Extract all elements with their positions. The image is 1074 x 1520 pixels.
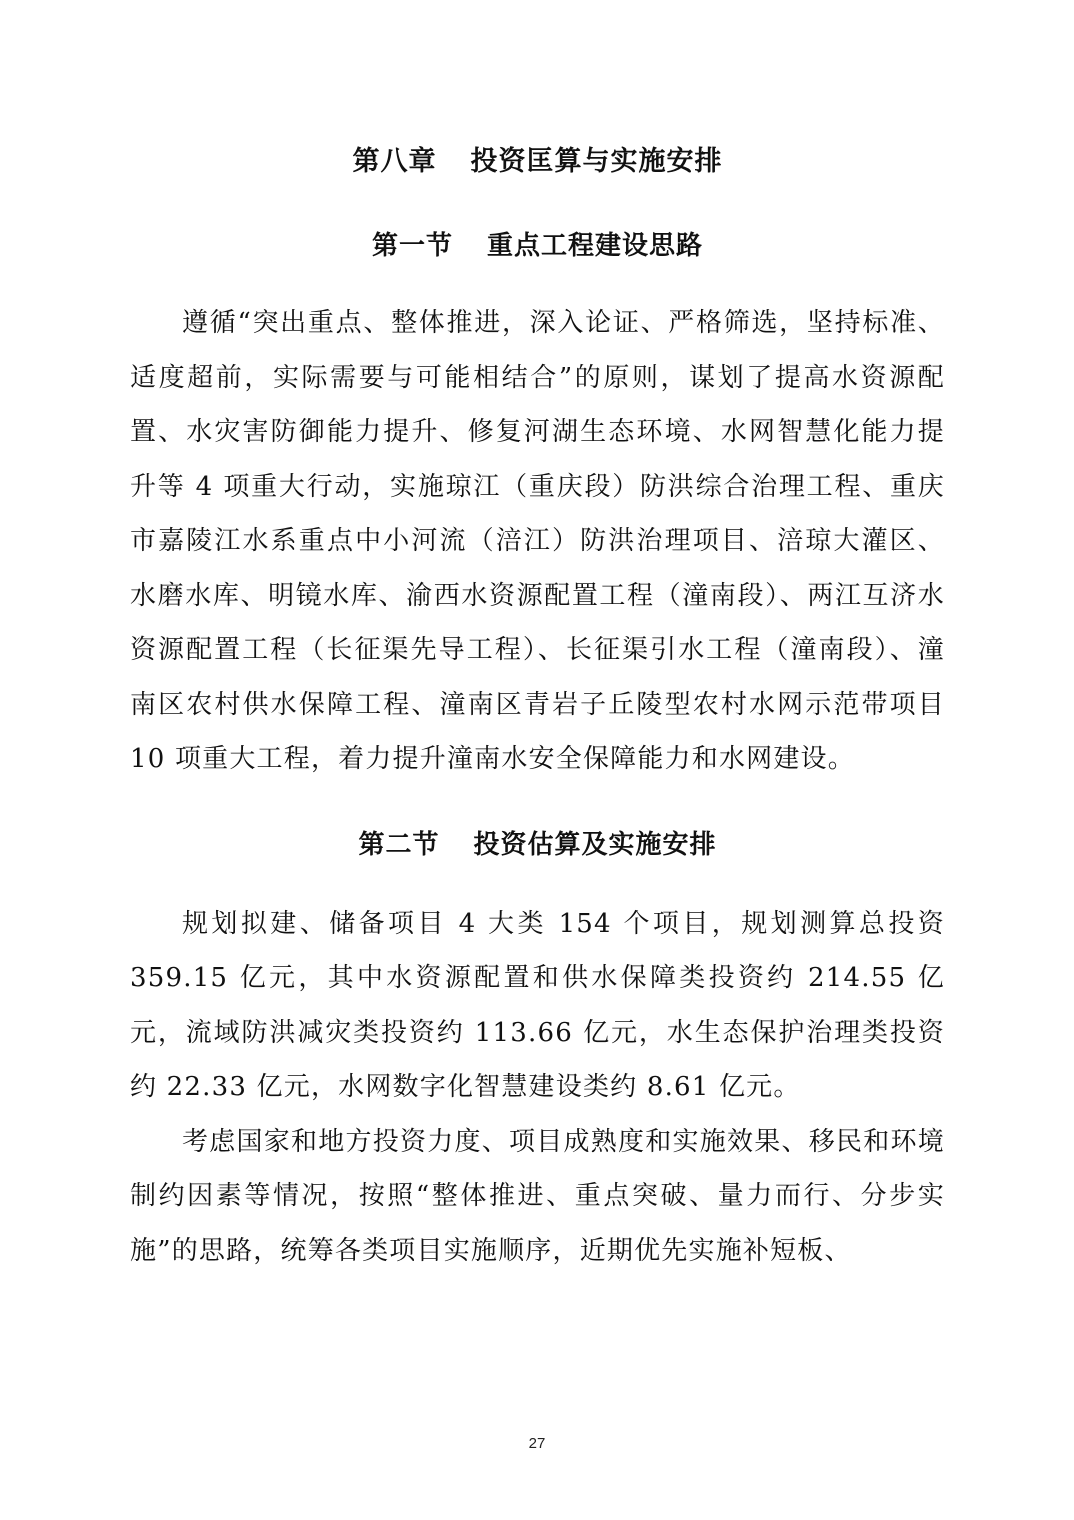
chapter-title: 投资匡算与实施安排 xyxy=(470,146,723,177)
section-2-heading xyxy=(130,823,945,867)
section-1-paragraph: 遵循“突出重点、整体推进，深入论证、严格筛选，坚持标准、适度超前，实际需要与可能相结合”的原则，谋划了提高水资源配置、水灾害防御能力提升、修复河湖生态环境、水网智慧化能力提升等 4 项重大行动，实施琼江（重庆段）防洪综合治理工程、重庆市嘉陵江水系重点中小河流（涪江）防洪治理项目、涪琼大灌区、水磨水库、明镜水库、渝西水资源配置工程（潼南段）、两江互济水资源配置工程（长征渠先导工程）、长征渠引水工程（潼南段）、潼南区农村供水保障工程、潼南区青岩子丘陵型农村水网示范带项目 10 项重大工程，着力提升潼南水安全保障能力和水网建设。 xyxy=(130,308,945,774)
section-1-number: 第一节 xyxy=(371,231,453,261)
section-2-paragraph-2: 考虑国家和地方投资力度、项目成熟度和实施效果、移民和环境制约因素等情况，按照“整体推进、重点突破、量力而行、分步实施”的思路，统筹各类项目实施顺序，近期优先实施补短板、 xyxy=(130,1126,945,1266)
page-number: 27 xyxy=(528,1435,546,1452)
chapter-heading xyxy=(130,140,945,184)
section-1-heading xyxy=(130,224,945,268)
section-1-title: 重点工程建设思路 xyxy=(487,231,704,261)
chapter-number: 第八章 xyxy=(352,146,437,177)
section-2-number: 第二节 xyxy=(358,829,440,860)
section-2-title: 投资估算及实施安排 xyxy=(473,829,717,860)
section-2-paragraph-1: 规划拟建、储备项目 4 大类 154 个项目，规划测算总投资 359.15 亿元，其中水资源配置和供水保障类投资约 214.55 亿元，流域防洪减灾类投资约 113.66 亿元，水生态保护治理类投资约 22.33 亿元，水网数字化智慧建设类约 8.61 亿元。 xyxy=(130,908,945,1102)
page-content xyxy=(130,140,945,1278)
